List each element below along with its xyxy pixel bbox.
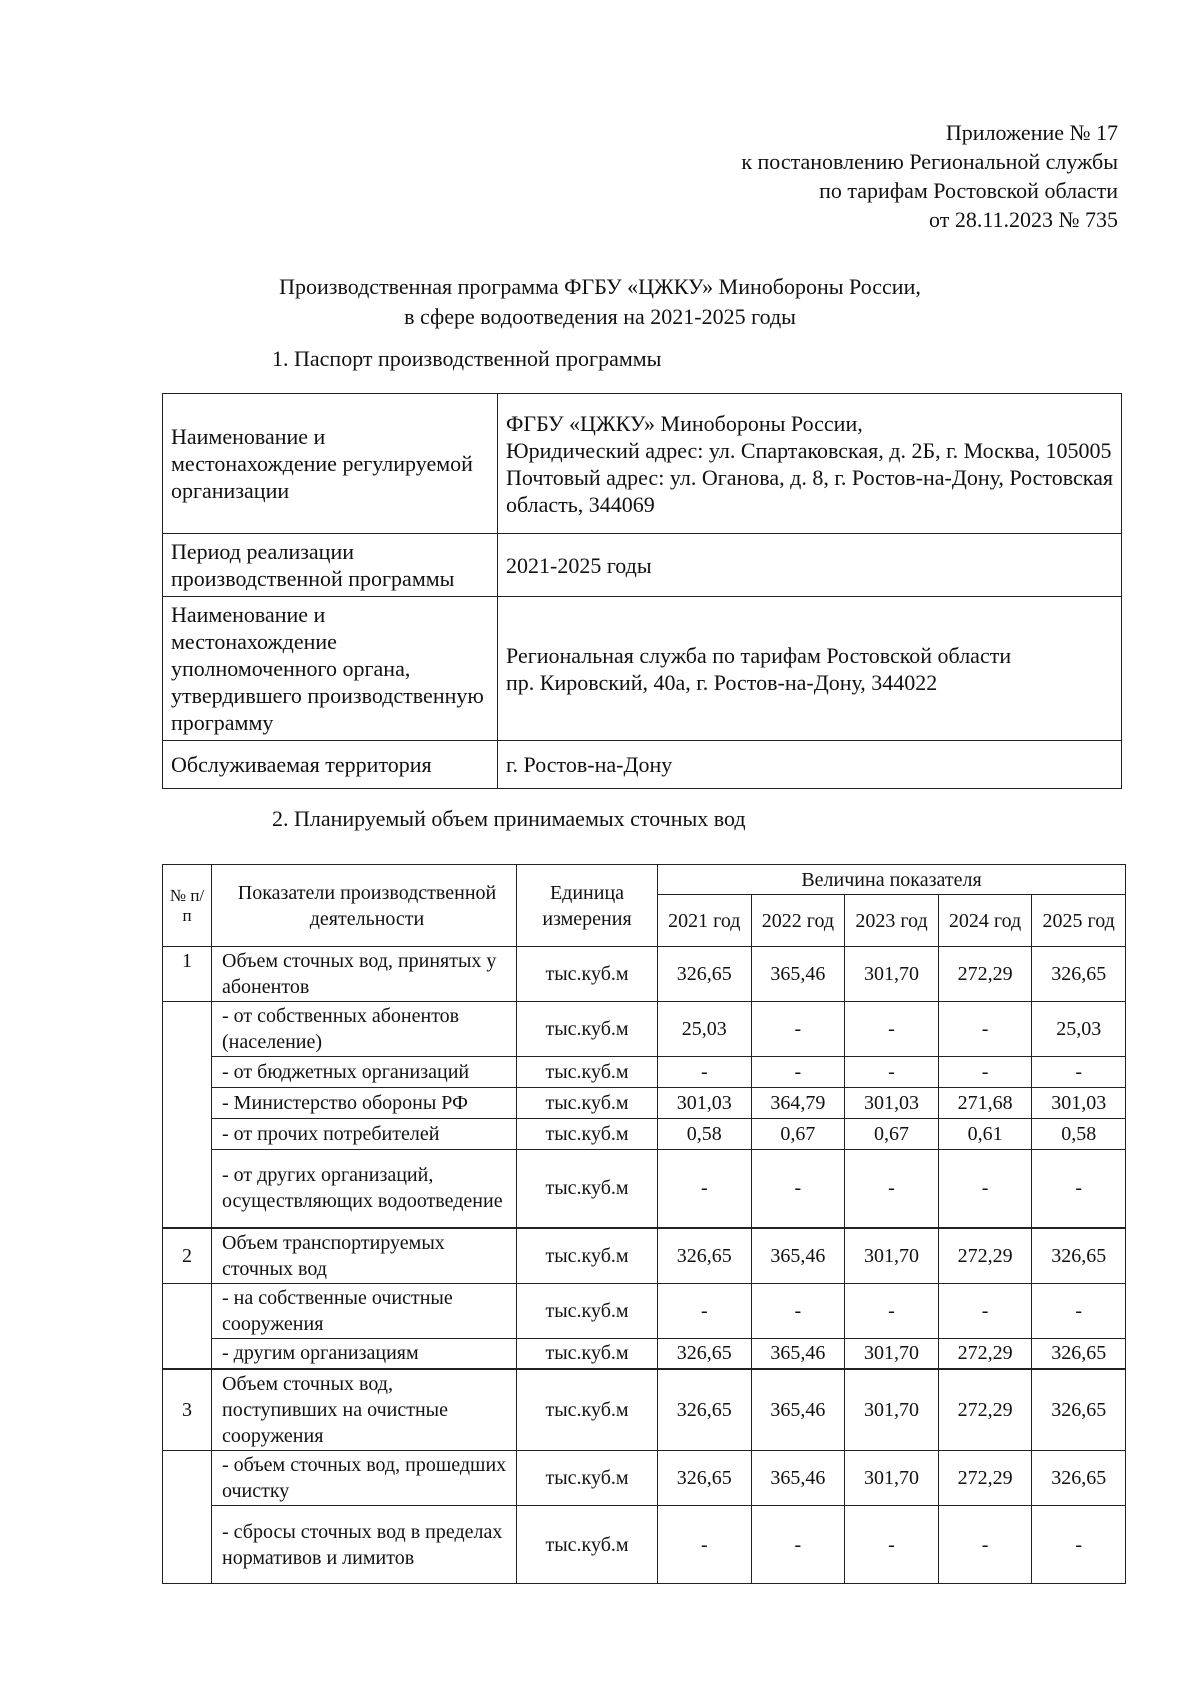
row-value: -: [938, 1002, 1032, 1057]
section-heading-volumes: 2. Планируемый объем принимаемых сточных вод: [272, 806, 746, 831]
row-value: 301,70: [845, 1338, 939, 1369]
row-value: -: [751, 1150, 845, 1228]
document-title-line2: в сфере водоотведения на 2021-2025 годы: [404, 304, 796, 329]
row-value: 326,65: [1032, 1451, 1126, 1506]
row-number: 3: [163, 1369, 212, 1451]
row-indicator: - на собственные очистные сооружения: [212, 1283, 517, 1338]
row-value: -: [1032, 1057, 1126, 1088]
appendix-number: Приложение № 17: [945, 120, 1118, 145]
row-value: -: [938, 1506, 1032, 1584]
row-value: -: [845, 1150, 939, 1228]
row-value: 326,65: [658, 1338, 752, 1369]
row-indicator: - от других организаций, осуществляющих водоотведение: [212, 1150, 517, 1228]
document-title-line1: Производственная программа ФГБУ «ЦЖКУ» Минобороны России,: [279, 274, 921, 299]
row-value: 326,65: [1032, 1228, 1126, 1284]
row-value: -: [751, 1002, 845, 1057]
row-value: -: [845, 1002, 939, 1057]
row-value: -: [938, 1150, 1032, 1228]
passport-value: [498, 597, 1122, 741]
authority-name: Региональная служба по тарифам Ростовской области: [506, 642, 1012, 668]
row-unit: тыс.куб.м: [517, 1002, 658, 1057]
row-value: -: [845, 1506, 939, 1584]
row-value: 326,65: [658, 1369, 752, 1451]
row-value: -: [845, 1283, 939, 1338]
row-value: 0,67: [751, 1119, 845, 1150]
row-value: -: [658, 1283, 752, 1338]
row-value: 301,70: [845, 1369, 939, 1451]
table-row: [163, 1119, 1126, 1150]
row-value: 301,03: [658, 1088, 752, 1119]
table-row: [163, 1369, 1126, 1451]
row-value: 326,65: [1032, 1338, 1126, 1369]
row-unit: тыс.куб.м: [517, 1088, 658, 1119]
row-value: 272,29: [938, 1369, 1032, 1451]
table-row: [163, 1002, 1126, 1057]
row-value: 301,70: [845, 1228, 939, 1284]
row-value: 326,65: [658, 1451, 752, 1506]
row-value: 326,65: [658, 1228, 752, 1284]
row-value: 272,29: [938, 1451, 1032, 1506]
row-value: -: [751, 1506, 845, 1584]
table-row: [163, 1451, 1126, 1506]
passport-label: Наименование и местонахождение регулируемой организации: [163, 394, 498, 534]
header-unit: Единица измерения: [517, 865, 658, 947]
row-indicator: - другим организациям: [212, 1338, 517, 1369]
appendix-authority: по тарифам Ростовской области: [819, 178, 1118, 203]
table-row: [163, 1283, 1126, 1338]
row-unit: тыс.куб.м: [517, 947, 658, 1002]
row-value: 25,03: [658, 1002, 752, 1057]
row-value: 301,03: [1032, 1088, 1126, 1119]
passport-label: Наименование и местонахождение уполномоченного органа, утвердившего производственную программу: [163, 597, 498, 741]
row-value: 272,29: [938, 1338, 1032, 1369]
row-unit: тыс.куб.м: [517, 1369, 658, 1451]
row-value: -: [938, 1283, 1032, 1338]
row-value: -: [938, 1057, 1032, 1088]
document-title: [0, 272, 1200, 332]
passport-row-authority: [163, 597, 1122, 741]
row-value: 272,29: [938, 947, 1032, 1002]
row-value: 326,65: [658, 947, 752, 1002]
header-value: Величина показателя: [658, 865, 1126, 895]
row-indicator: - Министерство обороны РФ: [212, 1088, 517, 1119]
row-value: -: [1032, 1150, 1126, 1228]
row-number: 2: [163, 1228, 212, 1284]
passport-label: Период реализации производственной программы: [163, 534, 498, 597]
row-value: 364,79: [751, 1088, 845, 1119]
header-indicator: Показатели производственной деятельности: [212, 865, 517, 947]
passport-row-territory: [163, 741, 1122, 789]
row-value: -: [1032, 1506, 1126, 1584]
row-indicator: - от бюджетных организаций: [212, 1057, 517, 1088]
passport-value: [498, 394, 1122, 534]
table-row: [163, 1228, 1126, 1284]
row-value: 301,70: [845, 947, 939, 1002]
row-value: 272,29: [938, 1228, 1032, 1284]
row-indicator: - от собственных абонентов (население): [212, 1002, 517, 1057]
row-indicator: Объем сточных вод, принятых у абонентов: [212, 947, 517, 1002]
row-value: -: [1032, 1283, 1126, 1338]
table-row: [163, 1057, 1126, 1088]
row-unit: тыс.куб.м: [517, 1338, 658, 1369]
appendix-header: [741, 118, 1118, 234]
row-indicator: - объем сточных вод, прошедших очистку: [212, 1451, 517, 1506]
passport-table: [162, 393, 1122, 789]
organization-name: ФГБУ «ЦЖКУ» Минобороны России,: [506, 410, 863, 436]
legal-address: Юридический адрес: ул. Спартаковская, д. 2Б, г. Москва, 105005: [506, 437, 1112, 463]
row-unit: тыс.куб.м: [517, 1451, 658, 1506]
row-unit: тыс.куб.м: [517, 1283, 658, 1338]
volumes-header-row: [163, 865, 1126, 895]
row-value: 0,67: [845, 1119, 939, 1150]
row-unit: тыс.куб.м: [517, 1057, 658, 1088]
table-row: [163, 1506, 1126, 1584]
row-value: 25,03: [1032, 1002, 1126, 1057]
row-indicator: - от прочих потребителей: [212, 1119, 517, 1150]
header-year: 2024 год: [938, 895, 1032, 947]
appendix-resolution: к постановлению Региональной службы: [741, 149, 1118, 174]
row-value: 301,70: [845, 1451, 939, 1506]
row-value: 326,65: [1032, 947, 1126, 1002]
authority-address: пр. Кировский, 40а, г. Ростов-на-Дону, 344022: [506, 669, 938, 695]
table-row: [163, 1150, 1126, 1228]
header-number: № п/п: [163, 865, 212, 947]
row-value: -: [658, 1057, 752, 1088]
row-unit: тыс.куб.м: [517, 1150, 658, 1228]
row-indicator: - сбросы сточных вод в пределах нормативов и лимитов: [212, 1506, 517, 1584]
row-unit: тыс.куб.м: [517, 1119, 658, 1150]
appendix-date: от 28.11.2023 № 735: [929, 207, 1118, 232]
row-number: 1: [163, 947, 212, 1002]
table-row: [163, 1338, 1126, 1369]
row-value: 0,58: [1032, 1119, 1126, 1150]
table-row: [163, 1088, 1126, 1119]
row-indicator: Объем транспортируемых сточных вод: [212, 1228, 517, 1284]
passport-row-period: [163, 534, 1122, 597]
row-value: 271,68: [938, 1088, 1032, 1119]
passport-label: Обслуживаемая территория: [163, 741, 498, 789]
passport-value: г. Ростов-на-Дону: [498, 741, 1122, 789]
postal-address: Почтовый адрес: ул. Оганова, д. 8, г. Ростов-на-Дону, Ростовская область, 344069: [506, 464, 1113, 517]
volumes-table: [162, 864, 1126, 1584]
row-number: [163, 1451, 212, 1584]
header-year: 2021 год: [658, 895, 752, 947]
section-heading-passport: 1. Паспорт производственной программы: [272, 346, 662, 371]
row-number: [163, 1002, 212, 1228]
row-value: 365,46: [751, 1451, 845, 1506]
row-value: -: [751, 1057, 845, 1088]
row-value: 365,46: [751, 1228, 845, 1284]
row-number: [163, 1283, 212, 1369]
header-year: 2023 год: [845, 895, 939, 947]
passport-value: 2021-2025 годы: [498, 534, 1122, 597]
row-value: -: [845, 1057, 939, 1088]
header-year: 2025 год: [1032, 895, 1126, 947]
row-value: 0,58: [658, 1119, 752, 1150]
row-indicator: Объем сточных вод, поступивших на очистные сооружения: [212, 1369, 517, 1451]
row-value: 365,46: [751, 1369, 845, 1451]
row-value: 301,03: [845, 1088, 939, 1119]
table-row: [163, 947, 1126, 1002]
row-value: 365,46: [751, 1338, 845, 1369]
header-year: 2022 год: [751, 895, 845, 947]
row-value: 365,46: [751, 947, 845, 1002]
row-value: -: [658, 1506, 752, 1584]
row-unit: тыс.куб.м: [517, 1506, 658, 1584]
row-unit: тыс.куб.м: [517, 1228, 658, 1284]
passport-row-organization: [163, 394, 1122, 534]
row-value: 0,61: [938, 1119, 1032, 1150]
row-value: -: [751, 1283, 845, 1338]
row-value: -: [658, 1150, 752, 1228]
row-value: 326,65: [1032, 1369, 1126, 1451]
